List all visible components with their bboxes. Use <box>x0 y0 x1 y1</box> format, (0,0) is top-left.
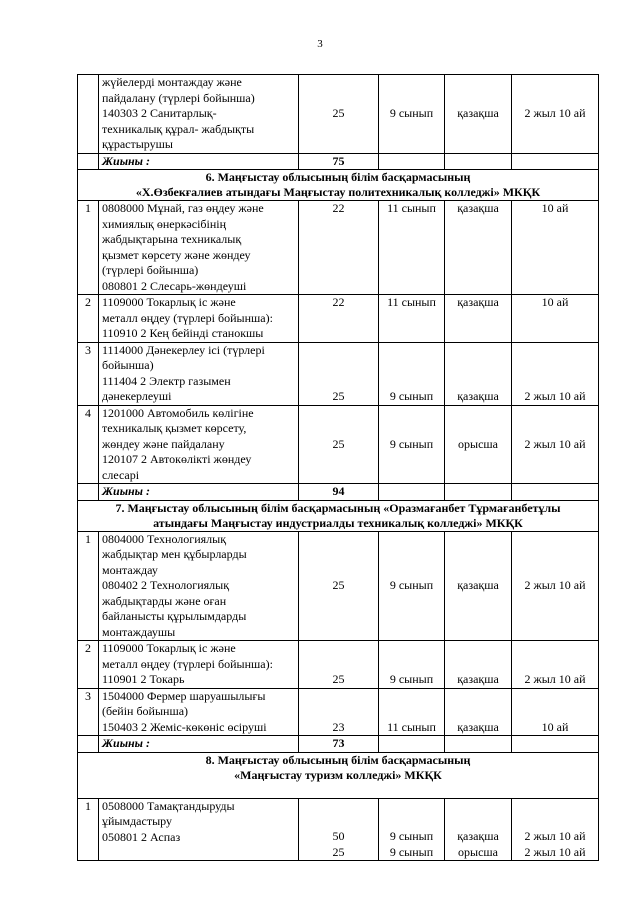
duration-cell: 2 жыл 10 ай <box>512 75 599 154</box>
total-value: 94 <box>299 484 379 501</box>
section-header: 6. Маңғыстау облысының білім басқармасының «Х.Өзбекғалиев атындағы Маңғыстау политехникалық колледжі» МКҚК <box>78 170 599 201</box>
specialty-cell: 1109000 Токарлық іс және металл өңдеу (түрлері бойынша): 110901 2 Токарь <box>99 641 299 689</box>
total-row <box>78 484 599 501</box>
count-cell: 25 <box>299 75 379 154</box>
total-label: Жиыны : <box>99 153 299 170</box>
table-row: 2 1109000 Токарлық іс және металл өңдеу (түрлері бойынша): 110901 2 Токарь 25 9 сынып қазақша 2 жыл 10 ай <box>78 641 599 689</box>
section-header: 8. Маңғыстау облысының білім басқармасының «Маңғыстау туризм колледжі» МКҚК <box>78 752 599 798</box>
total-value: 73 <box>299 736 379 753</box>
specialty-cell: 1201000 Автомобиль көлігіне техникалық қызмет көрсету, жөндеу және пайдалану 120107 2 Автокөлікті жөндеу слесарі <box>99 405 299 484</box>
table-row: 1 0804000 Технологиялық жабдықтар мен құбырларды монтаждау 080402 2 Технологиялық жабдықтарды және оған байланысты құрылымдарды монтаждаушы 25 9 сынып қазақша 2 жыл 10 ай <box>78 531 599 641</box>
table-row: 3 1114000 Дәнекерлеу ісі (түрлері бойынша) 111404 2 Электр газымен дәнекерлеуші 25 9 сынып қазақша 2 жыл 10 ай <box>78 342 599 405</box>
specialty-cell: жүйелерді монтаждау және пайдалану (түрлері бойынша) 140303 2 Санитарлық- техникалық құрал- жабдықты құрастырушы <box>99 75 299 154</box>
table-row <box>78 75 599 154</box>
specialty-cell: 1109000 Токарлық іс және металл өңдеу (түрлері бойынша): 110910 2 Кең бейінді станокшы <box>99 295 299 343</box>
total-value: 75 <box>299 153 379 170</box>
total-row <box>78 153 599 170</box>
specialty-cell: 0808000 Мұнай, газ өңдеу және химиялық өнеркәсібінің жабдықтарына техникалық қызмет көрсету және жөндеу (түрлері бойынша) 080801 2 Слесарь-жөндеуші <box>99 201 299 295</box>
specialties-table <box>77 74 599 861</box>
page-number: 3 <box>317 38 323 50</box>
specialty-cell: 1504000 Фермер шаруашылығы (бейін бойынша) 150403 2 Жеміс-көкөніс өсіруші <box>99 688 299 736</box>
table-row: 3 1504000 Фермер шаруашылығы (бейін бойынша) 150403 2 Жеміс-көкөніс өсіруші 23 11 сынып қазақша 10 ай <box>78 688 599 736</box>
specialty-cell: 0804000 Технологиялық жабдықтар мен құбырларды монтаждау 080402 2 Технологиялық жабдықтарды және оған байланысты құрылымдарды монтаждаушы <box>99 531 299 641</box>
specialty-cell: 0508000 Тамақтандыруды ұйымдастыру 050801 2 Аспаз <box>99 798 299 861</box>
table-row: 1 0508000 Тамақтандыруды ұйымдастыру 050801 2 Аспаз 50 25 9 сынып 9 сынып қазақша орысша 2 жыл 10 ай 2 жыл 10 ай <box>78 798 599 861</box>
language-cell: қазақша <box>445 75 512 154</box>
table-row: 4 1201000 Автомобиль көлігіне техникалық қызмет көрсету, жөндеу және пайдалану 120107 2 Автокөлікті жөндеу слесарі 25 9 сынып орысша 2 жыл 10 ай <box>78 405 599 484</box>
specialty-cell: 1114000 Дәнекерлеу ісі (түрлері бойынша) 111404 2 Электр газымен дәнекерлеуші <box>99 342 299 405</box>
base-cell: 9 сынып <box>379 75 445 154</box>
total-row <box>78 736 599 753</box>
section-header: 7. Маңғыстау облысының білім басқармасының «Оразмағанбет Тұрмағанбетұлы атындағы Маңғыстау индустриалды техникалық колледжі» МКҚК <box>78 500 599 531</box>
table-row: 2 1109000 Токарлық іс және металл өңдеу (түрлері бойынша): 110910 2 Кең бейінді станокшы 22 11 сынып қазақша 10 ай <box>78 295 599 343</box>
total-label: Жиыны : <box>99 736 299 753</box>
total-label: Жиыны : <box>99 484 299 501</box>
table-row: 1 0808000 Мұнай, газ өңдеу және химиялық өнеркәсібінің жабдықтарына техникалық қызмет көрсету және жөндеу (түрлері бойынша) 080801 2 Слесарь-жөндеуші 22 11 сынып қазақша 10 ай <box>78 201 599 295</box>
